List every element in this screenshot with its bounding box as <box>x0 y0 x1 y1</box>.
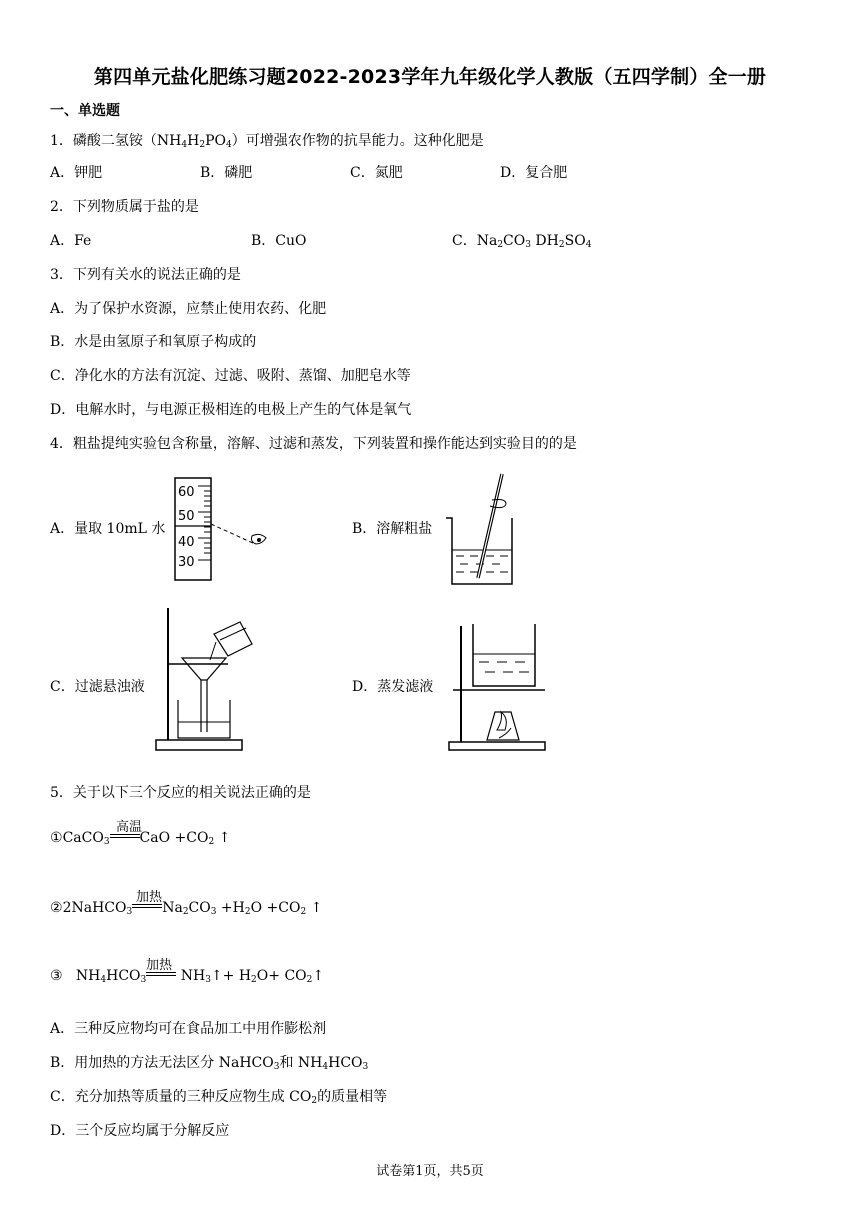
q1-option-c[interactable]: C．氮肥 <box>350 165 403 181</box>
section-heading: 一、单选题 <box>50 103 120 119</box>
q2-option-a[interactable]: A．Fe <box>50 233 92 249</box>
reaction-1: ①CaCO$_3$ CaO $+CO_2$ ↑ <box>50 830 231 847</box>
q2-option-b[interactable]: B．CuO <box>251 233 307 249</box>
cylinder-tick-30: 30 <box>178 555 195 570</box>
q5-option-a[interactable]: A．三种反应物均可在食品加工中用作膨松剂 <box>50 1021 327 1037</box>
filtration-apparatus-figure <box>150 604 280 754</box>
cylinder-tick-50: 50 <box>178 509 195 524</box>
q5-option-c[interactable]: C．充分加热等质量的三种反应物生成 $CO_2$的质量相等 <box>50 1089 388 1106</box>
q1-option-b[interactable]: B．磷肥 <box>200 165 253 181</box>
reaction-2: ②2NaHCO$_3$ $Na_2CO_3 +H_2O +CO_2$ ↑ <box>50 900 323 917</box>
reaction-1-condition: 高温 <box>116 820 143 835</box>
q3-option-c[interactable]: C．净化水的方法有沉淀、过滤、吸附、蒸馏、加肥皂水等 <box>50 368 411 384</box>
cylinder-tick-60: 60 <box>178 485 195 500</box>
q4-option-c[interactable]: C．过滤悬浊液 <box>50 679 145 695</box>
q3-option-d[interactable]: D．电解水时，与电源正极相连的电极上产生的气体是氧气 <box>50 402 412 418</box>
question-4-stem: 4．粗盐提纯实验包含称量，溶解、过滤和蒸发，下列装置和操作能达到实验目的的是 <box>50 436 577 452</box>
q4-option-b[interactable]: B．溶解粗盐 <box>352 521 433 537</box>
q1-option-d[interactable]: D．复合肥 <box>500 165 568 181</box>
q3-option-b[interactable]: B．水是由氢原子和氧原子构成的 <box>50 334 257 350</box>
reaction-2-condition: 加热 <box>136 890 163 905</box>
q4-option-d[interactable]: D．蒸发滤液 <box>352 679 434 695</box>
q3-option-a[interactable]: A．为了保护水资源，应禁止使用农药、化肥 <box>50 301 327 317</box>
q1-option-a[interactable]: A．钾肥 <box>50 165 103 181</box>
reaction-3-condition: 加热 <box>146 958 173 973</box>
q2-option-c[interactable]: C．$Na_2CO_3$ $DH_2SO_4$ <box>452 233 592 250</box>
q4-option-a[interactable]: A．量取 10mL 水 <box>50 521 166 537</box>
page-title: 第四单元盐化肥练习题2022-2023学年九年级化学人教版（五四学制）全一册 <box>93 66 767 88</box>
q5-option-d[interactable]: D．三个反应均属于分解反应 <box>50 1123 230 1139</box>
reaction-3: ③ $NH_4HCO_3$ $NH_3↑+ H_2O+$ $CO_2↑$ <box>50 968 325 985</box>
evaporation-apparatus-figure <box>445 620 555 752</box>
graduated-cylinder-figure <box>160 474 290 584</box>
question-5-stem: 5．关于以下三个反应的相关说法正确的是 <box>50 785 311 801</box>
question-3-stem: 3．下列有关水的说法正确的是 <box>50 267 241 283</box>
beaker-stirring-figure <box>440 470 520 590</box>
question-2-stem: 2．下列物质属于盐的是 <box>50 199 199 215</box>
page-footer: 试卷第1页，共5页 <box>376 1164 484 1179</box>
question-1-stem: 1．磷酸二氢铵$(NH_4H_2PO_4)$可增强农作物的抗旱能力。这种化肥是 <box>50 133 484 150</box>
q5-option-b[interactable]: B．用加热的方法无法区分 NaHCO$_3$和 $NH_4HCO_3$ <box>50 1055 369 1072</box>
cylinder-tick-40: 40 <box>178 535 195 550</box>
